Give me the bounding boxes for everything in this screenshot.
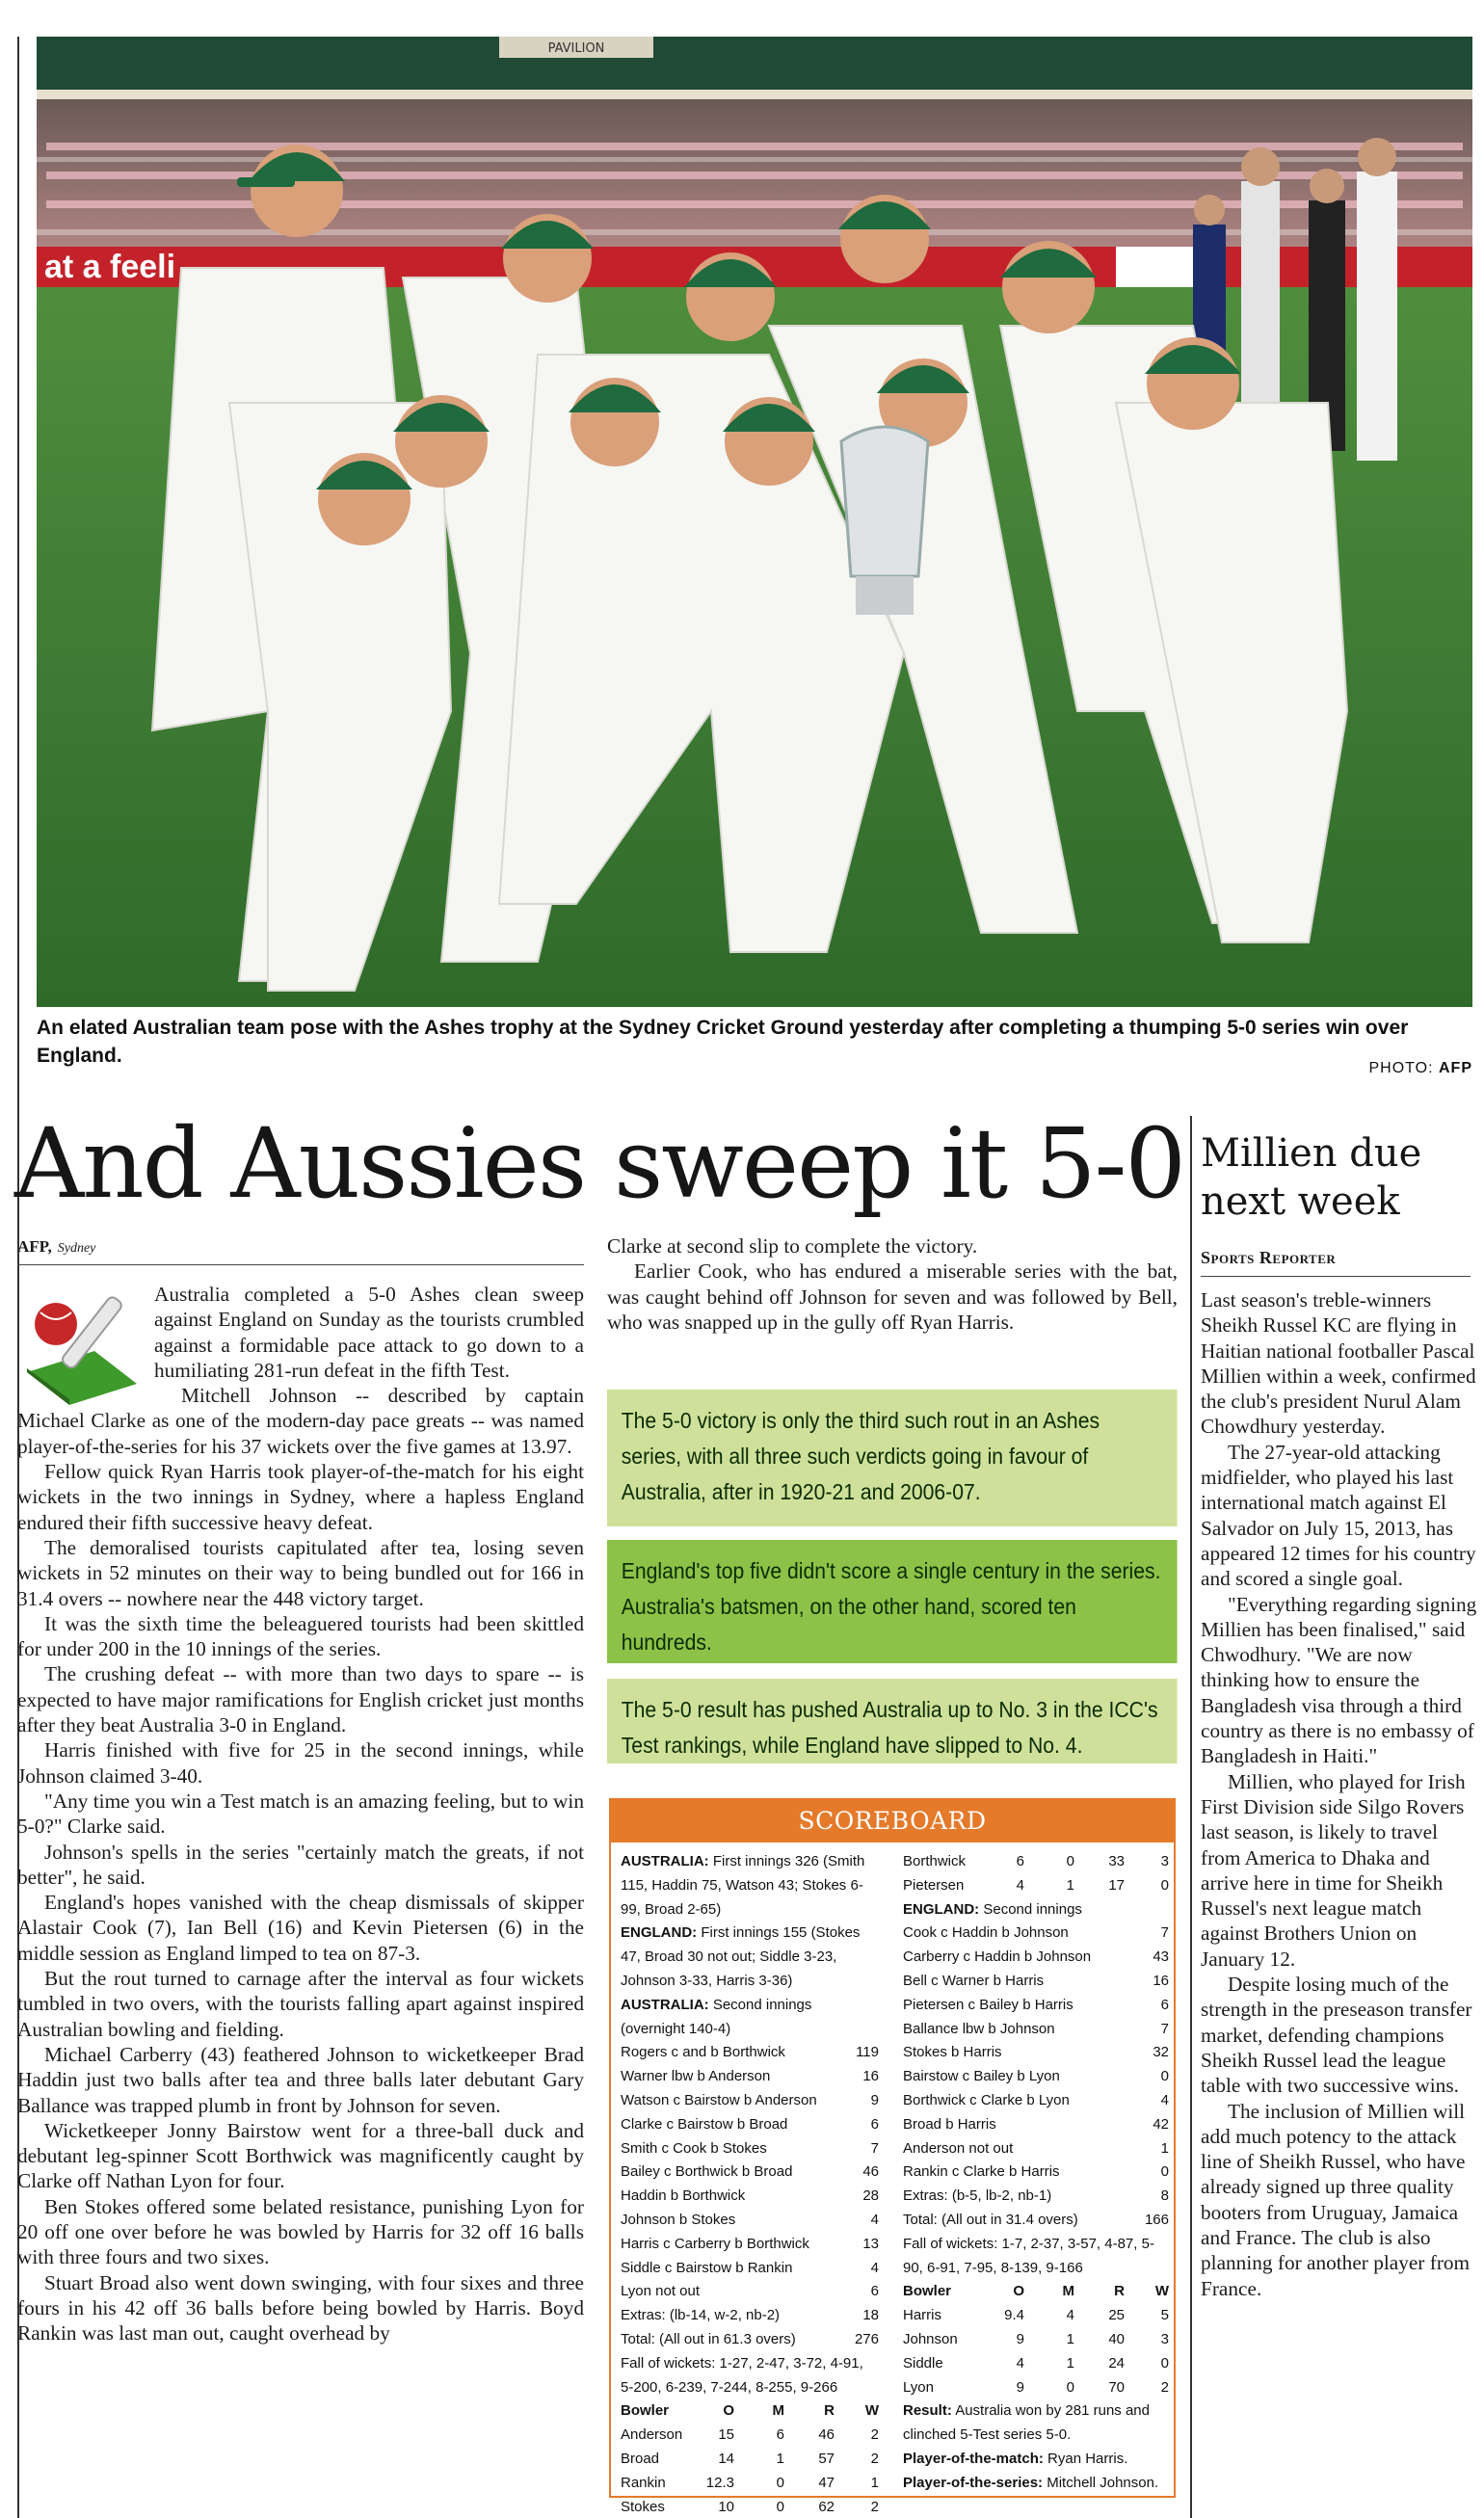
aus-batting-card xyxy=(621,2041,879,2351)
batsman-dismissal: Warner lbw b Anderson xyxy=(621,2068,771,2085)
aus-second-innings xyxy=(621,1994,879,2042)
bowler-name: Siddle xyxy=(903,2354,943,2372)
batsman-runs: 7 xyxy=(1160,2020,1169,2037)
pots-label: Player-of-the-series: xyxy=(903,2474,1044,2491)
batsman-runs: 7 xyxy=(870,2139,879,2157)
batsman-dismissal: Total: (All out in 61.3 overs) xyxy=(621,2330,796,2347)
batsman-runs: 4 xyxy=(870,2259,879,2276)
bowling-row xyxy=(903,2328,1169,2352)
bowler-overs: 15 xyxy=(718,2426,734,2444)
sidebar-para-2: The 27-year-old attacking midfielder, who played his last international match against El Salvador on July 15, 2013, has appeared 12 times for his country and scored a single goal. xyxy=(1201,1440,1476,1591)
batsman-runs: 46 xyxy=(862,2163,879,2181)
batsman-runs: 4 xyxy=(870,2211,879,2228)
sidebar-byline: Sports Reporter xyxy=(1201,1248,1337,1267)
byline-rule xyxy=(17,1264,584,1265)
col1-para-14: Ben Stokes offered some belated resistance, punishing Lyon for 20 off one over before he was bowled by Harris for 32 off 16 balls with three fours and two sixes. xyxy=(17,2194,584,2269)
batsman-dismissal: Anderson not out xyxy=(903,2139,1014,2157)
article-headline: And Aussies sweep it 5-0 xyxy=(14,1107,1185,1220)
wickets-head: W xyxy=(864,2402,879,2420)
bowler-overs: 9.4 xyxy=(1004,2307,1024,2324)
team-celebration-photo xyxy=(37,37,1472,1007)
batsman-dismissal: Rogers c and b Borthwick xyxy=(621,2044,785,2061)
batsman-dismissal: Stokes b Harris xyxy=(903,2044,1002,2061)
batsman-dismissal: Ballance lbw b Johnson xyxy=(903,2020,1055,2037)
batsman-dismissal: Harris c Carberry b Borthwick xyxy=(621,2235,809,2252)
scoreboard-right-column xyxy=(903,1850,1169,2496)
maidens-head: M xyxy=(1062,2283,1074,2300)
col1-para-15: Stuart Broad also went down swinging, with four sixes and three fours in his 42 off 36 balls before being bowled by Harris. Boyd Rankin was last man out, caught overhead by xyxy=(17,2270,584,2346)
bowling-row xyxy=(903,2352,1169,2376)
batsman-dismissal: Cook c Haddin b Johnson xyxy=(903,1924,1069,1942)
col1-para-3: Fellow quick Ryan Harris took player-of-the-match for his eight wickets in the two innings in Sydney, where a hapless England endured their fifth successive heavy defeat. xyxy=(17,1460,584,1534)
bowler-runs: 24 xyxy=(1108,2354,1125,2372)
batting-row xyxy=(903,2041,1169,2065)
batsman-runs: 16 xyxy=(862,2068,879,2085)
batting-row xyxy=(903,2137,1169,2161)
batsman-runs: 1 xyxy=(1160,2139,1169,2157)
sidebar-story xyxy=(1201,1287,1478,2301)
bowler-runs: 47 xyxy=(818,2474,835,2491)
aus-first-innings xyxy=(621,1850,879,1922)
overs-head: O xyxy=(723,2402,734,2420)
bowler-runs: 46 xyxy=(818,2426,835,2444)
article-byline xyxy=(17,1237,95,1257)
article-column-1 xyxy=(17,1282,584,2346)
eng-second-label: ENGLAND: xyxy=(903,1900,980,1918)
bowler-wickets: 2 xyxy=(870,2450,879,2467)
photo-credit-label: PHOTO: xyxy=(1368,1060,1434,1076)
batsman-runs: 166 xyxy=(1144,2211,1169,2228)
batsman-dismissal: Carberry c Haddin b Johnson xyxy=(903,1948,1092,1966)
batting-row xyxy=(621,2089,879,2113)
cricket-ball-bat-icon xyxy=(17,1284,141,1405)
batsman-dismissal: Lyon not out xyxy=(621,2283,701,2300)
bowler-wickets: 3 xyxy=(1160,2330,1169,2347)
bowler-wickets: 2 xyxy=(870,2426,879,2444)
factbox-2: England's top five didn't score a single century in the series. Australia's batsmen, on the other hand, scored ten hundreds. xyxy=(607,1540,1178,1663)
batsman-dismissal: Bell c Warner b Harris xyxy=(903,1972,1045,1989)
eng-second-text: Second innings xyxy=(983,1900,1082,1918)
bowling-row xyxy=(621,2448,879,2472)
scoreboard-left-column xyxy=(621,1850,879,2518)
maidens-head: M xyxy=(772,2402,784,2420)
bowling-row xyxy=(903,1874,1169,1898)
bowler-maidens: 4 xyxy=(1066,2307,1074,2324)
batsman-dismissal: Rankin c Clarke b Harris xyxy=(903,2163,1060,2181)
eng-first-innings xyxy=(621,1922,879,1993)
bowler-name: Johnson xyxy=(903,2330,958,2347)
bowler-maidens: 0 xyxy=(1066,1853,1074,1869)
batsman-runs: 6 xyxy=(870,2283,879,2300)
batting-row xyxy=(621,2065,879,2089)
bowler-runs: 70 xyxy=(1108,2378,1125,2396)
col1-para-2: Mitchell Johnson -- described by captain Michael Clarke as one of the modern-day pace greats -- was named player-of-the-series for his 37 wickets over the five games at 13.97. xyxy=(17,1384,584,1458)
bowler-maidens: 0 xyxy=(1066,2378,1074,2396)
photo-credit-source: AFP xyxy=(1439,1060,1472,1076)
bowler-name: Borthwick xyxy=(903,1853,967,1869)
bowler-overs: 10 xyxy=(718,2498,734,2515)
bowler-runs: 17 xyxy=(1108,1876,1125,1894)
batsman-runs: 28 xyxy=(862,2187,879,2205)
col1-para-5: It was the sixth time the beleaguered tourists had been skittled for under 200 in the 10 innings of the series. xyxy=(17,1611,584,1661)
batting-row xyxy=(903,2089,1169,2113)
col1-para-10: England's hopes vanished with the cheap dismissals of skipper Alastair Cook (7), Ian Bell (16) and Kevin Pietersen (6) in the middle session as England limped to tea on 87-3. xyxy=(17,1891,584,1965)
batting-row xyxy=(903,1970,1169,1994)
bowler-name: Pietersen xyxy=(903,1876,965,1894)
result-text: Australia won by 281 runs and clinched 5-Test series 5-0. xyxy=(903,2402,1150,2444)
col1-para-8: "Any time you win a Test match is an amazing feeling, but to win 5-0?" Clarke said. xyxy=(17,1789,584,1839)
bowler-overs: 4 xyxy=(1016,2354,1024,2372)
bowler-overs: 9 xyxy=(1016,2378,1024,2396)
aus-bowling-card xyxy=(903,2304,1169,2399)
eng-bowling-card xyxy=(621,2424,879,2518)
batsman-dismissal: Bairstow c Bailey b Lyon xyxy=(903,2068,1060,2085)
bowler-runs: 40 xyxy=(1108,2330,1125,2347)
batsman-runs: 13 xyxy=(862,2235,879,2252)
bowler-wickets: 2 xyxy=(870,2498,879,2515)
scoreboard-title: SCOREBOARD xyxy=(611,1800,1174,1842)
player-of-series xyxy=(903,2472,1169,2496)
eng-bowling-card-cont xyxy=(903,1850,1169,1898)
factbox-1: The 5-0 victory is only the third such rout in an Ashes series, with all three such verdicts going in favour of Australia, after in 1920-21 and 2006-07. xyxy=(607,1390,1178,1526)
batting-row xyxy=(903,2185,1169,2209)
batsman-dismissal: Haddin b Borthwick xyxy=(621,2187,746,2205)
sidebar-para-5: Despite losing much of the strength in the preseason transfer market, defending champions Sheikh Russel lead the league table with two successive wins. xyxy=(1201,1973,1472,2098)
bowler-wickets: 5 xyxy=(1160,2307,1169,2324)
batting-row xyxy=(621,2209,879,2233)
batting-row xyxy=(621,2113,879,2137)
batsman-runs: 276 xyxy=(854,2330,879,2347)
batting-row xyxy=(903,1922,1169,1946)
col1-para-7: Harris finished with five for 25 in the second innings, while Johnson claimed 3-40. xyxy=(17,1738,584,1788)
sidebar-para-6: The inclusion of Millien will add much potency to the attack line of Sheikh Russel, who have already signed up three quality booters from Uruguay, Jamaica and France. The club is also planning for another player from France. xyxy=(1201,2099,1471,2300)
eng-first-text: First innings 155 (Stokes 47, Broad 30 not out; Siddle 3-23, Johnson 3-33, Harris 3-36) xyxy=(621,1924,861,1989)
sidebar-para-3: "Everything regarding signing Millien has been finalised," said Chwodhury. "We are now thinking how to ensure the Bangladesh visa through a third country as there is no embassy of Bangladesh in Haiti." xyxy=(1201,1592,1477,1768)
batting-row xyxy=(903,2065,1169,2089)
byline-agency: AFP, xyxy=(17,1237,52,1256)
batsman-runs: 4 xyxy=(1160,2091,1169,2108)
bowler-runs: 57 xyxy=(818,2450,835,2467)
bowler-wickets: 2 xyxy=(1160,2378,1169,2396)
batsman-runs: 6 xyxy=(1160,1996,1169,2013)
col1-para-1: Australia completed a 5-0 Ashes clean sweep against England on Sunday as the tourists crumbled against a formidable pace attack to go down to a humiliating 281-run defeat in the fifth Test. xyxy=(154,1283,584,1382)
batting-row xyxy=(621,2185,879,2209)
batting-row xyxy=(621,2328,879,2352)
bowler-runs: 25 xyxy=(1108,2307,1125,2324)
col1-para-6: The crushing defeat -- with more than two days to spare -- is expected to have major ramifications for English cricket just months after they beat Australia 3-0 in England. xyxy=(17,1662,584,1737)
bowling-row xyxy=(621,2496,879,2518)
bowler-wickets: 3 xyxy=(1160,1853,1169,1869)
bowler-head: Bowler xyxy=(903,2283,952,2300)
sidebar-para-4: Millien, who played for Irish First Division side Silgo Rovers last season, is likely to travel from America to Dhaka and arrive here in time for Sheikh Russel's next league match against Brothers Union on January 12. xyxy=(1201,1769,1466,1971)
bowler-wickets: 0 xyxy=(1160,2354,1169,2372)
photo-caption: An elated Australian team pose with the Ashes trophy at the Sydney Cricket Ground yesterday after completing a thumping 5-0 series win over England. xyxy=(37,1017,1409,1067)
batsman-dismissal: Bailey c Borthwick b Broad xyxy=(621,2163,793,2181)
bowler-name: Rankin xyxy=(621,2474,666,2491)
aus-first-text: First innings 326 (Smith 115, Haddin 75, Watson 43; Stokes 6-99, Broad 2-65) xyxy=(621,1853,865,1918)
batting-row xyxy=(621,2257,879,2281)
batsman-runs: 8 xyxy=(1160,2187,1169,2205)
batsman-dismissal: Extras: (lb-14, w-2, nb-2) xyxy=(621,2307,781,2324)
bowler-name: Lyon xyxy=(903,2378,934,2396)
eng-bowling-header xyxy=(621,2399,879,2424)
pots-text: Mitchell Johnson. xyxy=(1047,2474,1159,2491)
col1-para-11: But the rout turned to carnage after the interval as four wickets tumbled in two overs, with the tourists falling apart against inspired Australian bowling and fielding. xyxy=(17,1967,584,2041)
aus-first-label: AUSTRALIA: xyxy=(621,1853,709,1869)
bowler-overs: 4 xyxy=(1016,1876,1024,1894)
bowler-maidens: 1 xyxy=(1066,2354,1074,2372)
player-of-match xyxy=(903,2448,1169,2472)
batting-row xyxy=(903,2018,1169,2042)
bowler-name: Anderson xyxy=(621,2426,683,2444)
col2-para-1: Clarke at second slip to complete the victory. xyxy=(607,1234,978,1258)
batting-row xyxy=(621,2041,879,2065)
bowler-overs: 9 xyxy=(1016,2330,1024,2347)
bowler-name: Stokes xyxy=(621,2498,665,2515)
batsman-dismissal: Clarke c Bairstow b Broad xyxy=(621,2115,788,2133)
sidebar-headline: Millien due next week xyxy=(1201,1131,1422,1224)
wickets-head: W xyxy=(1154,2283,1169,2300)
bowler-maidens: 0 xyxy=(776,2474,784,2491)
match-result xyxy=(903,2399,1169,2448)
bowler-maidens: 1 xyxy=(1066,2330,1074,2347)
pavilion-sign: PAVILION xyxy=(547,41,605,56)
runs-head: R xyxy=(824,2402,835,2420)
batsman-runs: 42 xyxy=(1153,2115,1169,2133)
batsman-runs: 0 xyxy=(1160,2163,1169,2181)
bowling-row xyxy=(903,2376,1169,2400)
batting-row xyxy=(621,2280,879,2304)
batting-row xyxy=(903,1994,1169,2018)
batsman-runs: 32 xyxy=(1153,2044,1169,2061)
potm-text: Ryan Harris. xyxy=(1047,2450,1128,2467)
batsman-dismissal: Smith c Cook b Stokes xyxy=(621,2139,767,2157)
batsman-runs: 43 xyxy=(1153,1948,1169,1966)
bowler-wickets: 1 xyxy=(870,2474,879,2491)
batting-row xyxy=(903,2113,1169,2137)
article-column-2 xyxy=(607,1233,1178,1335)
photo-credit xyxy=(1369,1060,1473,1077)
batsman-dismissal: Broad b Harris xyxy=(903,2115,996,2133)
batting-row xyxy=(621,2304,879,2328)
batsman-runs: 7 xyxy=(1160,1924,1169,1942)
batsman-dismissal: Siddle c Bairstow b Rankin xyxy=(621,2259,793,2276)
bowler-maidens: 6 xyxy=(776,2426,784,2444)
batting-row xyxy=(903,2209,1169,2233)
batsman-runs: 9 xyxy=(870,2091,879,2108)
aus-second-label: AUSTRALIA: xyxy=(621,1996,709,2013)
bowler-runs: 33 xyxy=(1108,1853,1125,1869)
bowling-row xyxy=(903,2304,1169,2328)
batsman-runs: 16 xyxy=(1153,1972,1169,1989)
batting-row xyxy=(621,2160,879,2185)
batsman-dismissal: Johnson b Stokes xyxy=(621,2211,736,2228)
batsman-runs: 18 xyxy=(862,2307,879,2324)
billboard-text: at a feeli xyxy=(44,249,176,285)
eng-first-label: ENGLAND: xyxy=(621,1924,698,1942)
bowling-row xyxy=(621,2424,879,2448)
sidebar-rule xyxy=(1190,1116,1192,2518)
result-label: Result: xyxy=(903,2402,952,2420)
bowler-maidens: 1 xyxy=(776,2450,784,2467)
batting-row xyxy=(903,1946,1169,1970)
col1-para-9: Johnson's spells in the series "certainly match the greats, if not better", he said. xyxy=(17,1840,584,1889)
photo-illustration xyxy=(37,37,1472,1007)
col1-para-4: The demoralised tourists capitulated after tea, losing seven wickets in 52 minutes on their way to being bundled out for 166 in 31.4 overs -- nowhere near the 448 victory target. xyxy=(17,1535,584,1610)
bowler-maidens: 0 xyxy=(776,2498,784,2515)
batsman-dismissal: Borthwick c Clarke b Lyon xyxy=(903,2091,1070,2108)
bowler-runs: 62 xyxy=(818,2498,835,2515)
eng-fall-of-wickets: Fall of wickets: 1-7, 2-37, 3-57, 4-87, 5-90, 6-91, 7-95, 8-139, 9-166 xyxy=(903,2235,1154,2276)
batsman-dismissal: Extras: (b-5, lb-2, nb-1) xyxy=(903,2187,1052,2205)
bowler-head: Bowler xyxy=(621,2402,670,2420)
bowler-overs: 12.3 xyxy=(705,2474,734,2491)
batsman-dismissal: Total: (All out in 31.4 overs) xyxy=(903,2211,1078,2228)
batsman-runs: 119 xyxy=(856,2044,879,2061)
batting-row xyxy=(621,2137,879,2161)
bowler-maidens: 1 xyxy=(1066,1876,1074,1894)
bowling-row xyxy=(903,1850,1169,1874)
batsman-dismissal: Watson c Bairstow b Anderson xyxy=(621,2091,817,2108)
col1-para-13: Wicketkeeper Jonny Bairstow went for a three-ball duck and debutant leg-spinner Scott Borthwick was magnificently caught by Clarke off Nathan Lyon for four. xyxy=(17,2118,584,2193)
eng-second-innings xyxy=(903,1898,1169,1922)
bowling-row xyxy=(621,2472,879,2496)
overs-head: O xyxy=(1013,2283,1024,2300)
batting-row xyxy=(621,2233,879,2257)
batsman-runs: 6 xyxy=(870,2115,879,2133)
col2-para-2: Earlier Cook, who has endured a miserable series with the bat, was caught behind off Johnson for seven and was followed by Bell, who was snapped up in the gully off Ryan Harris. xyxy=(607,1259,1178,1334)
sidebar-byline-rule xyxy=(1201,1276,1471,1277)
batting-row xyxy=(903,2160,1169,2185)
batsman-runs: 0 xyxy=(1160,2068,1169,2085)
runs-head: R xyxy=(1114,2283,1125,2300)
byline-city: Sydney xyxy=(57,1241,96,1256)
bowler-wickets: 0 xyxy=(1160,1876,1169,1894)
potm-label: Player-of-the-match: xyxy=(903,2450,1044,2467)
factbox-3: The 5-0 result has pushed Australia up to No. 3 in the ICC's Test rankings, while England have slipped to No. 4. xyxy=(607,1679,1178,1763)
bowler-overs: 6 xyxy=(1016,1853,1024,1869)
bowler-overs: 14 xyxy=(718,2450,734,2467)
batsman-dismissal: Pietersen c Bailey b Harris xyxy=(903,1996,1073,2013)
col1-para-12: Michael Carberry (43) feathered Johnson to wicketkeeper Brad Haddin just two balls after tea and three balls later debutant Gary Ballance was trapped plumb in front by Johnson for seven. xyxy=(17,2042,584,2117)
bowler-name: Broad xyxy=(621,2450,660,2467)
aus-bowling-header xyxy=(903,2280,1169,2304)
aus-second-text: Second innings (overnight 140-4) xyxy=(621,1996,812,2037)
sidebar-para-1: Last season's treble-winners Sheikh Russel KC are flying in Haitian national footballer Pascal Millien within a week, confirmed the club's president Nurul Alam Chowdhury yesterday. xyxy=(1201,1288,1476,1439)
aus-fall-of-wickets: Fall of wickets: 1-27, 2-47, 3-72, 4-91, 5-200, 6-239, 7-244, 8-255, 9-266 xyxy=(621,2354,863,2396)
eng-batting-card xyxy=(903,1922,1169,2232)
scoreboard xyxy=(609,1798,1176,2515)
bowler-name: Harris xyxy=(903,2307,941,2324)
